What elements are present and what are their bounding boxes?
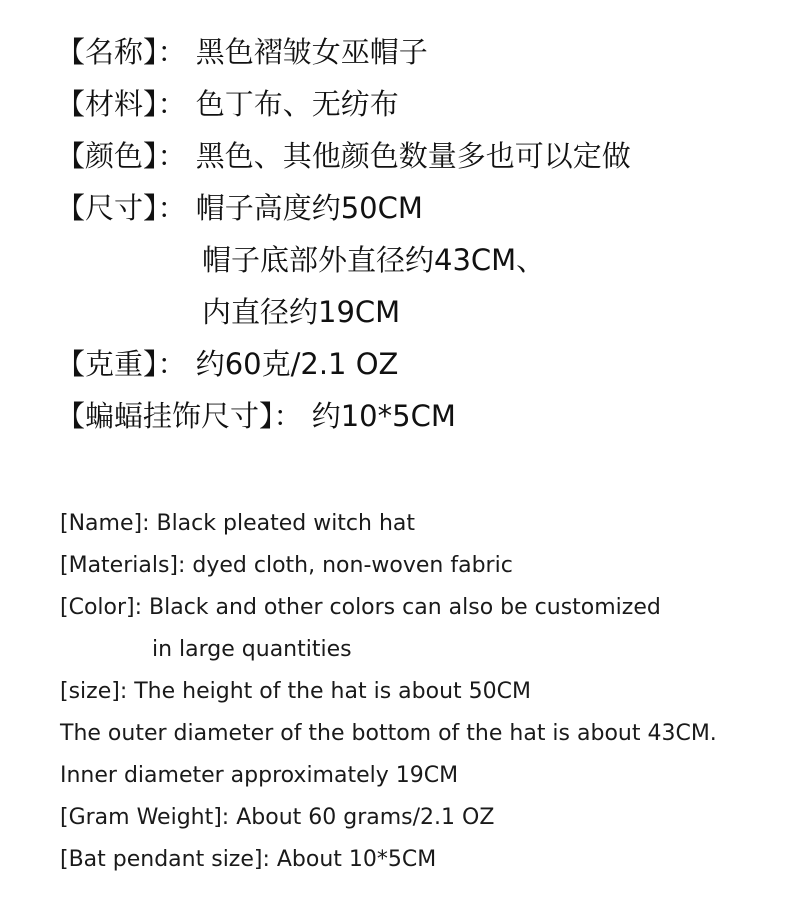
cn-pendant-line: 【蝙蝠挂饰尺寸】： 约10*5CM [56, 399, 456, 433]
en-size-line: [size]: The height of the hat is about 50CM [60, 679, 531, 704]
en-name-line: [Name]: Black pleated witch hat [60, 511, 416, 536]
cn-weight-line: 【克重】： 约60克/2.1 OZ [56, 347, 399, 381]
en-outer-diameter-line: The outer diameter of the bottom of the hat is about 43CM. [60, 721, 717, 746]
en-gram-weight-line: [Gram Weight]: About 60 grams/2.1 OZ [60, 805, 495, 830]
en-pendant-line: [Bat pendant size]: About 10*5CM [60, 847, 437, 872]
en-color-line: [Color]: Black and other colors can also be customized [60, 595, 661, 620]
english-spec-section [60, 503, 790, 881]
cn-size-inner-diameter-line: 内直径约19CM [202, 295, 401, 329]
en-color-continuation-line: in large quantities [152, 637, 352, 662]
chinese-spec-section [56, 26, 776, 442]
cn-color-line: 【颜色】： 黑色、其他颜色数量多也可以定做 [56, 139, 631, 173]
cn-size-outer-diameter-line: 帽子底部外直径约43CM、 [202, 243, 546, 277]
cn-name-line: 【名称】： 黑色褶皱女巫帽子 [56, 35, 428, 69]
en-materials-line: [Materials]: dyed cloth, non-woven fabric [60, 553, 513, 578]
en-inner-diameter-line: Inner diameter approximately 19CM [60, 763, 459, 788]
cn-size-line: 【尺寸】： 帽子高度约50CM [56, 191, 423, 225]
cn-material-line: 【材料】： 色丁布、无纺布 [56, 87, 399, 121]
